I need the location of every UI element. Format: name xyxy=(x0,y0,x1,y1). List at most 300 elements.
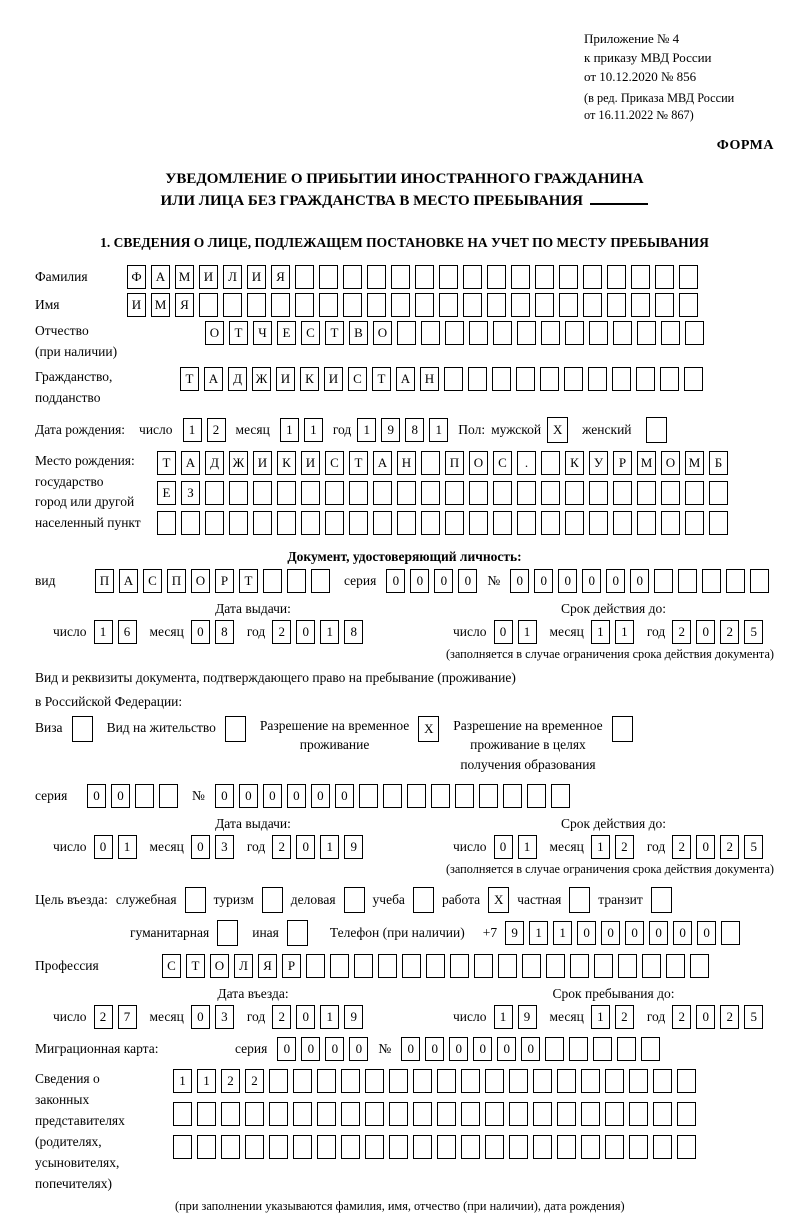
entry-year-boxes[interactable] xyxy=(272,1005,363,1029)
char-cell[interactable]: Р xyxy=(282,954,301,978)
char-cell[interactable]: 9 xyxy=(344,1005,363,1029)
char-cell[interactable]: С xyxy=(348,367,367,391)
purpose-private-checkbox[interactable] xyxy=(569,887,590,913)
char-cell[interactable] xyxy=(589,511,608,535)
char-cell[interactable] xyxy=(485,1069,504,1093)
char-cell[interactable] xyxy=(545,1037,564,1061)
char-cell[interactable] xyxy=(293,1069,312,1093)
char-cell[interactable] xyxy=(702,569,721,593)
char-cell[interactable]: 1 xyxy=(429,418,448,442)
char-cell[interactable] xyxy=(637,321,656,345)
char-cell[interactable] xyxy=(511,265,530,289)
char-cell[interactable] xyxy=(541,481,560,505)
char-cell[interactable] xyxy=(445,321,464,345)
char-cell[interactable] xyxy=(365,1069,384,1093)
char-cell[interactable]: О xyxy=(205,321,224,345)
char-cell[interactable] xyxy=(437,1102,456,1126)
char-cell[interactable] xyxy=(269,1069,288,1093)
char-cell[interactable]: Л xyxy=(223,265,242,289)
char-cell[interactable] xyxy=(485,1135,504,1159)
char-cell[interactable] xyxy=(721,921,740,945)
char-cell[interactable] xyxy=(493,321,512,345)
char-cell[interactable]: Я xyxy=(271,265,290,289)
char-cell[interactable]: С xyxy=(325,451,344,475)
char-cell[interactable] xyxy=(492,367,511,391)
char-cell[interactable] xyxy=(661,511,680,535)
char-cell[interactable] xyxy=(397,321,416,345)
char-cell[interactable] xyxy=(612,367,631,391)
char-cell[interactable] xyxy=(421,451,440,475)
char-cell[interactable] xyxy=(365,1135,384,1159)
char-cell[interactable] xyxy=(402,954,421,978)
char-cell[interactable] xyxy=(533,1102,552,1126)
id-issue-day-boxes[interactable] xyxy=(94,620,137,644)
char-cell[interactable]: 1 xyxy=(183,418,202,442)
char-cell[interactable] xyxy=(135,784,154,808)
char-cell[interactable]: 1 xyxy=(197,1069,216,1093)
char-cell[interactable]: И xyxy=(127,293,146,317)
char-cell[interactable] xyxy=(389,1102,408,1126)
char-cell[interactable] xyxy=(559,265,578,289)
char-cell[interactable]: И xyxy=(247,265,266,289)
char-cell[interactable] xyxy=(651,887,672,913)
char-cell[interactable] xyxy=(373,511,392,535)
char-cell[interactable]: 0 xyxy=(410,569,429,593)
rvp-education-checkbox[interactable] xyxy=(612,716,633,742)
char-cell[interactable]: К xyxy=(277,451,296,475)
birth-place-row-2-boxes[interactable] xyxy=(157,481,728,505)
char-cell[interactable]: 0 xyxy=(191,835,210,859)
char-cell[interactable] xyxy=(709,481,728,505)
char-cell[interactable] xyxy=(593,1037,612,1061)
char-cell[interactable] xyxy=(173,1135,192,1159)
char-cell[interactable]: 9 xyxy=(381,418,400,442)
char-cell[interactable]: 5 xyxy=(744,620,763,644)
char-cell[interactable] xyxy=(287,920,308,946)
char-cell[interactable] xyxy=(378,954,397,978)
char-cell[interactable] xyxy=(629,1102,648,1126)
char-cell[interactable]: 1 xyxy=(591,620,610,644)
char-cell[interactable]: 0 xyxy=(497,1037,516,1061)
char-cell[interactable]: 1 xyxy=(280,418,299,442)
char-cell[interactable] xyxy=(367,265,386,289)
char-cell[interactable] xyxy=(269,1135,288,1159)
char-cell[interactable]: О xyxy=(210,954,229,978)
char-cell[interactable] xyxy=(262,887,283,913)
char-cell[interactable]: 0 xyxy=(625,921,644,945)
char-cell[interactable]: 1 xyxy=(173,1069,192,1093)
stay-year-boxes[interactable] xyxy=(672,1005,763,1029)
char-cell[interactable]: 1 xyxy=(615,620,634,644)
char-cell[interactable]: 0 xyxy=(349,1037,368,1061)
char-cell[interactable] xyxy=(253,481,272,505)
char-cell[interactable] xyxy=(487,293,506,317)
char-cell[interactable] xyxy=(221,1135,240,1159)
residence-issue-day-boxes[interactable] xyxy=(94,835,137,859)
char-cell[interactable] xyxy=(185,887,206,913)
purpose-tourism-checkbox[interactable] xyxy=(262,887,283,913)
char-cell[interactable]: 8 xyxy=(344,620,363,644)
char-cell[interactable] xyxy=(646,417,667,443)
char-cell[interactable]: 6 xyxy=(118,620,137,644)
char-cell[interactable] xyxy=(685,321,704,345)
char-cell[interactable]: 8 xyxy=(405,418,424,442)
char-cell[interactable]: М xyxy=(151,293,170,317)
char-cell[interactable]: С xyxy=(493,451,512,475)
char-cell[interactable]: 0 xyxy=(325,1037,344,1061)
char-cell[interactable]: Т xyxy=(239,569,258,593)
char-cell[interactable]: В xyxy=(349,321,368,345)
char-cell[interactable]: 1 xyxy=(591,1005,610,1029)
char-cell[interactable] xyxy=(463,265,482,289)
char-cell[interactable] xyxy=(613,321,632,345)
char-cell[interactable] xyxy=(551,784,570,808)
birth-month-boxes[interactable] xyxy=(280,418,323,442)
char-cell[interactable] xyxy=(397,511,416,535)
char-cell[interactable]: 0 xyxy=(215,784,234,808)
char-cell[interactable] xyxy=(565,481,584,505)
char-cell[interactable] xyxy=(293,1135,312,1159)
char-cell[interactable] xyxy=(247,293,266,317)
char-cell[interactable] xyxy=(655,293,674,317)
char-cell[interactable] xyxy=(594,954,613,978)
char-cell[interactable]: 0 xyxy=(601,921,620,945)
birth-place-row-3-boxes[interactable] xyxy=(157,511,728,535)
char-cell[interactable] xyxy=(344,887,365,913)
char-cell[interactable]: 0 xyxy=(296,835,315,859)
char-cell[interactable] xyxy=(325,481,344,505)
char-cell[interactable]: X xyxy=(488,887,509,913)
char-cell[interactable]: 0 xyxy=(696,1005,715,1029)
residence-valid-month-boxes[interactable] xyxy=(591,835,634,859)
char-cell[interactable] xyxy=(445,481,464,505)
char-cell[interactable] xyxy=(677,1135,696,1159)
char-cell[interactable]: Ф xyxy=(127,265,146,289)
char-cell[interactable] xyxy=(359,784,378,808)
char-cell[interactable] xyxy=(437,1069,456,1093)
char-cell[interactable] xyxy=(245,1102,264,1126)
char-cell[interactable]: 3 xyxy=(215,835,234,859)
char-cell[interactable]: Н xyxy=(420,367,439,391)
representatives-row-1-boxes[interactable] xyxy=(173,1069,696,1093)
char-cell[interactable] xyxy=(516,367,535,391)
patronymic-boxes[interactable] xyxy=(205,321,704,345)
char-cell[interactable]: 7 xyxy=(118,1005,137,1029)
char-cell[interactable]: 0 xyxy=(649,921,668,945)
char-cell[interactable]: 2 xyxy=(615,1005,634,1029)
char-cell[interactable] xyxy=(581,1102,600,1126)
char-cell[interactable] xyxy=(225,716,246,742)
char-cell[interactable] xyxy=(426,954,445,978)
char-cell[interactable] xyxy=(493,511,512,535)
char-cell[interactable] xyxy=(343,265,362,289)
char-cell[interactable]: 0 xyxy=(473,1037,492,1061)
char-cell[interactable] xyxy=(391,293,410,317)
char-cell[interactable]: П xyxy=(445,451,464,475)
char-cell[interactable]: 0 xyxy=(696,620,715,644)
residence-issue-month-boxes[interactable] xyxy=(191,835,234,859)
char-cell[interactable] xyxy=(690,954,709,978)
char-cell[interactable] xyxy=(522,954,541,978)
char-cell[interactable]: 0 xyxy=(577,921,596,945)
id-valid-day-boxes[interactable] xyxy=(494,620,537,644)
char-cell[interactable] xyxy=(607,265,626,289)
char-cell[interactable]: 2 xyxy=(672,1005,691,1029)
char-cell[interactable] xyxy=(517,321,536,345)
char-cell[interactable]: З xyxy=(181,481,200,505)
char-cell[interactable] xyxy=(498,954,517,978)
char-cell[interactable]: К xyxy=(565,451,584,475)
char-cell[interactable]: О xyxy=(661,451,680,475)
char-cell[interactable]: 3 xyxy=(215,1005,234,1029)
char-cell[interactable] xyxy=(583,293,602,317)
purpose-humanitarian-checkbox[interactable] xyxy=(217,920,238,946)
char-cell[interactable]: А xyxy=(119,569,138,593)
char-cell[interactable]: Т xyxy=(186,954,205,978)
char-cell[interactable] xyxy=(373,481,392,505)
char-cell[interactable] xyxy=(319,293,338,317)
char-cell[interactable] xyxy=(581,1069,600,1093)
char-cell[interactable] xyxy=(677,1102,696,1126)
char-cell[interactable] xyxy=(311,569,330,593)
char-cell[interactable] xyxy=(660,367,679,391)
char-cell[interactable] xyxy=(564,367,583,391)
char-cell[interactable] xyxy=(223,293,242,317)
char-cell[interactable]: 2 xyxy=(207,418,226,442)
char-cell[interactable] xyxy=(636,367,655,391)
char-cell[interactable] xyxy=(677,1069,696,1093)
char-cell[interactable] xyxy=(653,1069,672,1093)
char-cell[interactable]: И xyxy=(199,265,218,289)
char-cell[interactable]: 0 xyxy=(335,784,354,808)
char-cell[interactable] xyxy=(540,367,559,391)
char-cell[interactable] xyxy=(535,265,554,289)
char-cell[interactable] xyxy=(642,954,661,978)
char-cell[interactable] xyxy=(439,293,458,317)
char-cell[interactable] xyxy=(463,293,482,317)
char-cell[interactable]: И xyxy=(301,451,320,475)
char-cell[interactable]: 0 xyxy=(191,620,210,644)
char-cell[interactable] xyxy=(517,481,536,505)
char-cell[interactable] xyxy=(263,569,282,593)
char-cell[interactable] xyxy=(485,1102,504,1126)
char-cell[interactable]: П xyxy=(95,569,114,593)
char-cell[interactable] xyxy=(655,265,674,289)
char-cell[interactable] xyxy=(617,1037,636,1061)
char-cell[interactable] xyxy=(637,511,656,535)
char-cell[interactable]: 1 xyxy=(518,620,537,644)
char-cell[interactable] xyxy=(569,1037,588,1061)
char-cell[interactable] xyxy=(546,954,565,978)
char-cell[interactable] xyxy=(317,1135,336,1159)
char-cell[interactable]: X xyxy=(418,716,439,742)
char-cell[interactable]: 0 xyxy=(673,921,692,945)
char-cell[interactable]: 2 xyxy=(245,1069,264,1093)
char-cell[interactable]: К xyxy=(300,367,319,391)
char-cell[interactable] xyxy=(569,887,590,913)
char-cell[interactable]: Т xyxy=(157,451,176,475)
migration-series-boxes[interactable] xyxy=(277,1037,368,1061)
char-cell[interactable]: 1 xyxy=(320,620,339,644)
char-cell[interactable] xyxy=(461,1102,480,1126)
char-cell[interactable] xyxy=(654,569,673,593)
char-cell[interactable] xyxy=(365,1102,384,1126)
char-cell[interactable] xyxy=(293,1102,312,1126)
birth-place-row-1-boxes[interactable] xyxy=(157,451,728,475)
char-cell[interactable]: 0 xyxy=(449,1037,468,1061)
profession-boxes[interactable] xyxy=(162,954,709,978)
char-cell[interactable] xyxy=(629,1135,648,1159)
char-cell[interactable]: О xyxy=(469,451,488,475)
char-cell[interactable]: 9 xyxy=(518,1005,537,1029)
char-cell[interactable]: Л xyxy=(234,954,253,978)
char-cell[interactable]: Т xyxy=(180,367,199,391)
char-cell[interactable]: Р xyxy=(613,451,632,475)
char-cell[interactable] xyxy=(389,1135,408,1159)
char-cell[interactable] xyxy=(277,481,296,505)
char-cell[interactable]: Т xyxy=(325,321,344,345)
char-cell[interactable]: 1 xyxy=(529,921,548,945)
char-cell[interactable] xyxy=(413,1135,432,1159)
char-cell[interactable]: У xyxy=(589,451,608,475)
char-cell[interactable] xyxy=(173,1102,192,1126)
char-cell[interactable]: С xyxy=(143,569,162,593)
char-cell[interactable]: . xyxy=(517,451,536,475)
char-cell[interactable]: Д xyxy=(228,367,247,391)
residence-valid-day-boxes[interactable] xyxy=(494,835,537,859)
id-valid-month-boxes[interactable] xyxy=(591,620,634,644)
char-cell[interactable]: Р xyxy=(215,569,234,593)
char-cell[interactable]: 5 xyxy=(744,1005,763,1029)
char-cell[interactable]: И xyxy=(324,367,343,391)
char-cell[interactable] xyxy=(287,569,306,593)
char-cell[interactable] xyxy=(415,265,434,289)
char-cell[interactable]: 2 xyxy=(720,835,739,859)
char-cell[interactable] xyxy=(684,367,703,391)
char-cell[interactable]: 0 xyxy=(239,784,258,808)
char-cell[interactable] xyxy=(589,481,608,505)
sex-male-checkbox[interactable] xyxy=(547,417,568,443)
char-cell[interactable] xyxy=(541,451,560,475)
residence-valid-year-boxes[interactable] xyxy=(672,835,763,859)
char-cell[interactable] xyxy=(637,481,656,505)
char-cell[interactable] xyxy=(503,784,522,808)
char-cell[interactable] xyxy=(343,293,362,317)
residence-number-boxes[interactable] xyxy=(215,784,570,808)
char-cell[interactable] xyxy=(661,321,680,345)
char-cell[interactable]: 0 xyxy=(87,784,106,808)
char-cell[interactable] xyxy=(685,481,704,505)
char-cell[interactable]: 2 xyxy=(272,835,291,859)
char-cell[interactable]: 0 xyxy=(301,1037,320,1061)
char-cell[interactable] xyxy=(469,511,488,535)
purpose-official-checkbox[interactable] xyxy=(185,887,206,913)
char-cell[interactable] xyxy=(535,293,554,317)
char-cell[interactable] xyxy=(197,1102,216,1126)
char-cell[interactable] xyxy=(301,481,320,505)
char-cell[interactable] xyxy=(469,321,488,345)
char-cell[interactable] xyxy=(487,265,506,289)
representatives-row-2-boxes[interactable] xyxy=(173,1102,696,1126)
char-cell[interactable] xyxy=(679,265,698,289)
char-cell[interactable] xyxy=(557,1069,576,1093)
char-cell[interactable]: О xyxy=(191,569,210,593)
char-cell[interactable] xyxy=(450,954,469,978)
char-cell[interactable] xyxy=(570,954,589,978)
char-cell[interactable] xyxy=(341,1069,360,1093)
char-cell[interactable] xyxy=(557,1102,576,1126)
char-cell[interactable]: 0 xyxy=(111,784,130,808)
char-cell[interactable] xyxy=(217,920,238,946)
char-cell[interactable] xyxy=(517,511,536,535)
char-cell[interactable]: 0 xyxy=(558,569,577,593)
residence-permit-checkbox[interactable] xyxy=(225,716,246,742)
char-cell[interactable]: 0 xyxy=(582,569,601,593)
char-cell[interactable] xyxy=(205,481,224,505)
char-cell[interactable]: 0 xyxy=(521,1037,540,1061)
char-cell[interactable] xyxy=(527,784,546,808)
char-cell[interactable] xyxy=(437,1135,456,1159)
char-cell[interactable]: М xyxy=(637,451,656,475)
char-cell[interactable] xyxy=(493,481,512,505)
char-cell[interactable]: Т xyxy=(349,451,368,475)
char-cell[interactable]: 2 xyxy=(672,835,691,859)
char-cell[interactable] xyxy=(253,511,272,535)
char-cell[interactable]: Т xyxy=(372,367,391,391)
id-number-boxes[interactable] xyxy=(510,569,769,593)
char-cell[interactable] xyxy=(159,784,178,808)
char-cell[interactable] xyxy=(461,1135,480,1159)
char-cell[interactable] xyxy=(181,511,200,535)
char-cell[interactable] xyxy=(383,784,402,808)
char-cell[interactable] xyxy=(199,293,218,317)
char-cell[interactable]: 1 xyxy=(94,620,113,644)
char-cell[interactable]: А xyxy=(181,451,200,475)
char-cell[interactable]: Д xyxy=(205,451,224,475)
char-cell[interactable] xyxy=(421,511,440,535)
char-cell[interactable]: А xyxy=(204,367,223,391)
char-cell[interactable] xyxy=(533,1069,552,1093)
char-cell[interactable]: А xyxy=(151,265,170,289)
migration-number-boxes[interactable] xyxy=(401,1037,660,1061)
char-cell[interactable]: О xyxy=(373,321,392,345)
char-cell[interactable]: 0 xyxy=(606,569,625,593)
char-cell[interactable] xyxy=(301,511,320,535)
representatives-row-3-boxes[interactable] xyxy=(173,1135,696,1159)
char-cell[interactable] xyxy=(468,367,487,391)
char-cell[interactable]: 0 xyxy=(191,1005,210,1029)
char-cell[interactable] xyxy=(612,716,633,742)
char-cell[interactable] xyxy=(295,293,314,317)
char-cell[interactable] xyxy=(407,784,426,808)
char-cell[interactable] xyxy=(750,569,769,593)
char-cell[interactable] xyxy=(391,265,410,289)
char-cell[interactable]: Т xyxy=(229,321,248,345)
char-cell[interactable] xyxy=(277,511,296,535)
char-cell[interactable]: Я xyxy=(175,293,194,317)
char-cell[interactable]: 0 xyxy=(494,835,513,859)
stay-day-boxes[interactable] xyxy=(494,1005,537,1029)
char-cell[interactable] xyxy=(157,511,176,535)
char-cell[interactable] xyxy=(295,265,314,289)
char-cell[interactable] xyxy=(271,293,290,317)
residence-series-boxes[interactable] xyxy=(87,784,178,808)
char-cell[interactable]: 2 xyxy=(221,1069,240,1093)
char-cell[interactable] xyxy=(653,1102,672,1126)
char-cell[interactable]: М xyxy=(685,451,704,475)
char-cell[interactable]: 8 xyxy=(215,620,234,644)
char-cell[interactable]: 1 xyxy=(304,418,323,442)
